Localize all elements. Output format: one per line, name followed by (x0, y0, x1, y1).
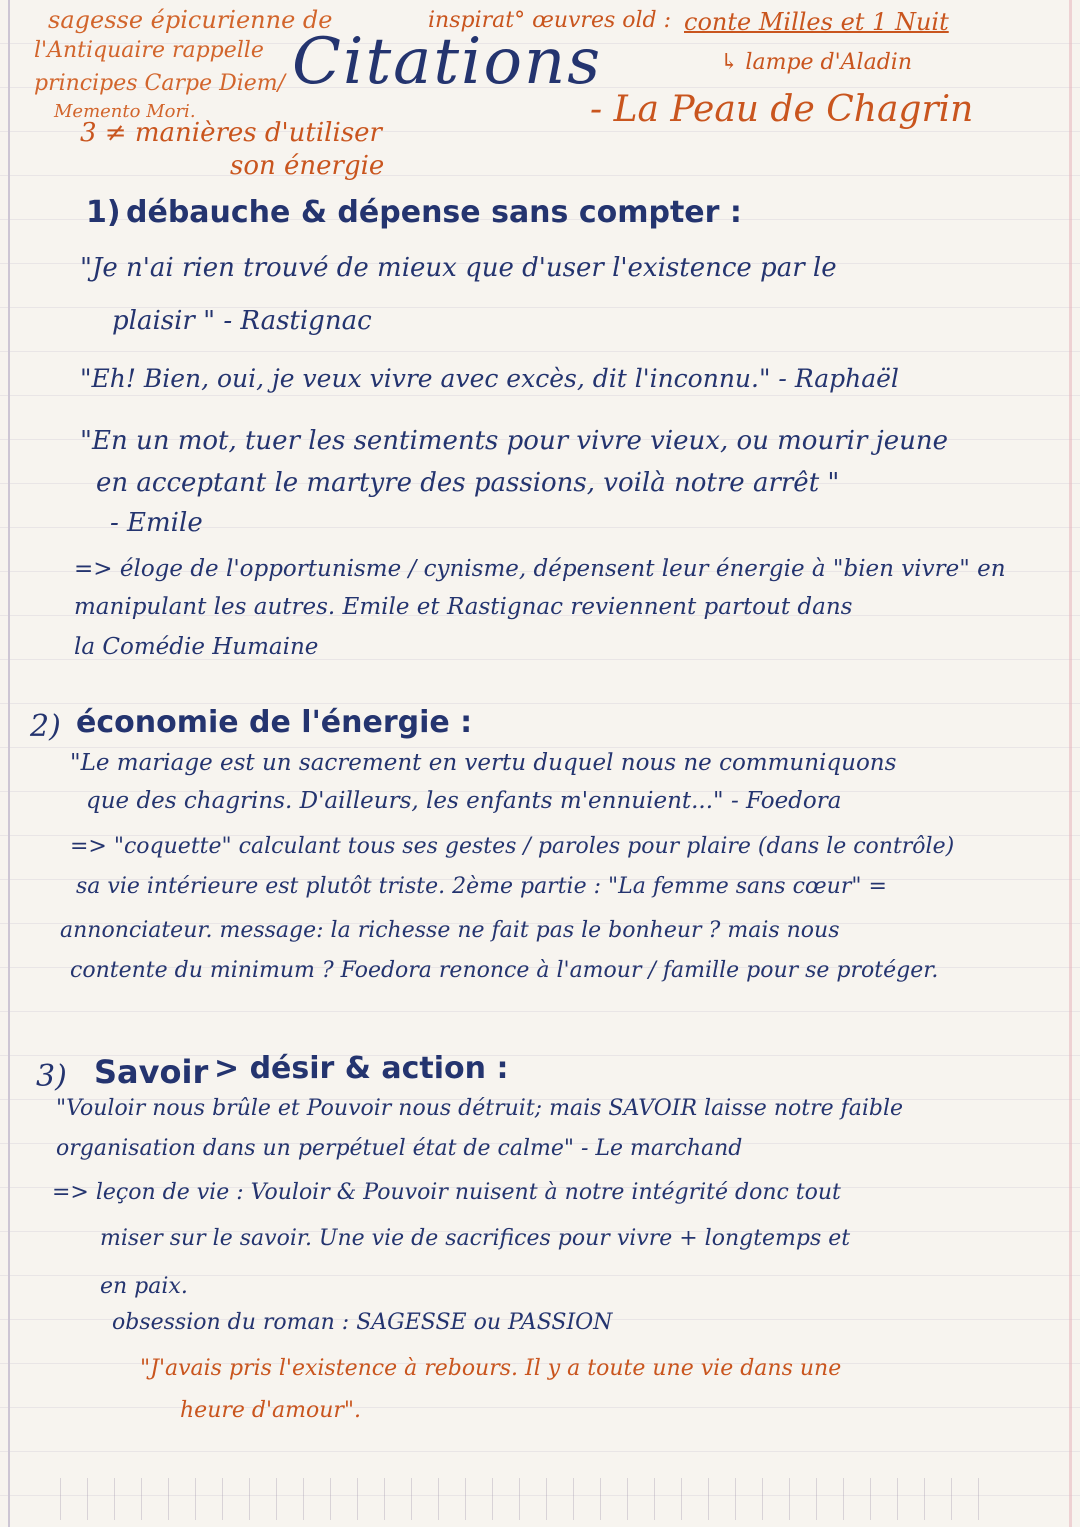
section-1-number: 1) (86, 195, 121, 230)
ways-note-1: 3 ≠ manières d'utiliser (80, 118, 382, 148)
section-3-number: 3) (36, 1059, 67, 1094)
section-2-note: sa vie intérieure est plutôt triste. 2ème partie : "La femme sans cœur" = (76, 874, 887, 899)
section-2-number: 2) (30, 709, 61, 744)
section-1-quote-3: "En un mot, tuer les sentiments pour vivre vieux, ou mourir jeune (80, 426, 948, 456)
obsession-note: obsession du roman : SAGESSE ou PASSION (112, 1310, 613, 1335)
header-note-2: l'Antiquaire rappelle (34, 38, 264, 63)
section-1-quote-3: - Emile (110, 508, 203, 538)
lamp-note: ↳ lampe d'Aladin (720, 50, 912, 75)
final-quote: heure d'amour". (180, 1398, 362, 1423)
header-note-4: Memento Mori. (54, 101, 196, 122)
section-3-note: en paix. (100, 1274, 188, 1299)
ways-note-2: son énergie (230, 151, 385, 181)
margin-line (8, 0, 10, 1527)
section-1-note: manipulant les autres. Emile et Rastignac reviennent partout dans (74, 594, 853, 620)
section-3-heading: > désir & action : (214, 1051, 509, 1086)
section-2-note: contente du minimum ? Foedora renonce à l'amour / famille pour se protéger. (70, 958, 939, 983)
section-3-heading: Savoir (94, 1053, 209, 1091)
section-2-note: => "coquette" calculant tous ses gestes / paroles pour plaire (dans le contrôle) (70, 834, 955, 859)
section-1-note: => éloge de l'opportunisme / cynisme, dépensent leur énergie à "bien vivre" en (74, 556, 1006, 582)
section-3-note: => leçon de vie : Vouloir & Pouvoir nuisent à notre intégrité donc tout (52, 1180, 841, 1205)
section-1-heading: débauche & dépense sans compter : (126, 195, 742, 230)
section-1-note: la Comédie Humaine (74, 634, 319, 660)
section-1-quote-2: "Eh! Bien, oui, je veux vivre avec excès, dit l'inconnu." - Raphaël (80, 364, 899, 393)
section-2-quote: que des chagrins. D'ailleurs, les enfants m'ennuient..." - Foedora (86, 788, 842, 814)
section-3-quote: "Vouloir nous brûle et Pouvoir nous détruit; mais SAVOIR laisse notre faible (56, 1096, 904, 1121)
section-2-quote: "Le mariage est un sacrement en vertu duquel nous ne communiquons (70, 750, 897, 776)
section-1-quote-1: plaisir " - Rastignac (112, 306, 372, 336)
section-1-quote-1: "Je n'ai rien trouvé de mieux que d'user l'existence par le (80, 253, 837, 283)
final-quote: "J'avais pris l'existence à rebours. Il y a toute une vie dans une (140, 1356, 842, 1381)
notebook-grid (60, 1478, 1000, 1520)
section-3-note: miser sur le savoir. Une vie de sacrifices pour vivre + longtemps et (100, 1226, 851, 1251)
section-3-quote: organisation dans un perpétuel état de calme" - Le marchand (56, 1136, 743, 1161)
source-tale: conte Milles et 1 Nuit (684, 8, 949, 36)
header-note-3: principes Carpe Diem/ (34, 71, 286, 96)
section-2-heading: économie de l'énergie : (76, 705, 473, 740)
inspiration-note: inspirat° œuvres old : (428, 8, 672, 33)
header-note-1: sagesse épicurienne de (48, 6, 333, 34)
page-title: Citations (292, 25, 603, 99)
page-subtitle: - La Peau de Chagrin (590, 89, 974, 130)
section-2-note: annonciateur. message: la richesse ne fait pas le bonheur ? mais nous (60, 918, 840, 943)
section-1-quote-3: en acceptant le martyre des passions, voilà notre arrêt " (96, 468, 840, 498)
page-edge (1069, 0, 1072, 1527)
